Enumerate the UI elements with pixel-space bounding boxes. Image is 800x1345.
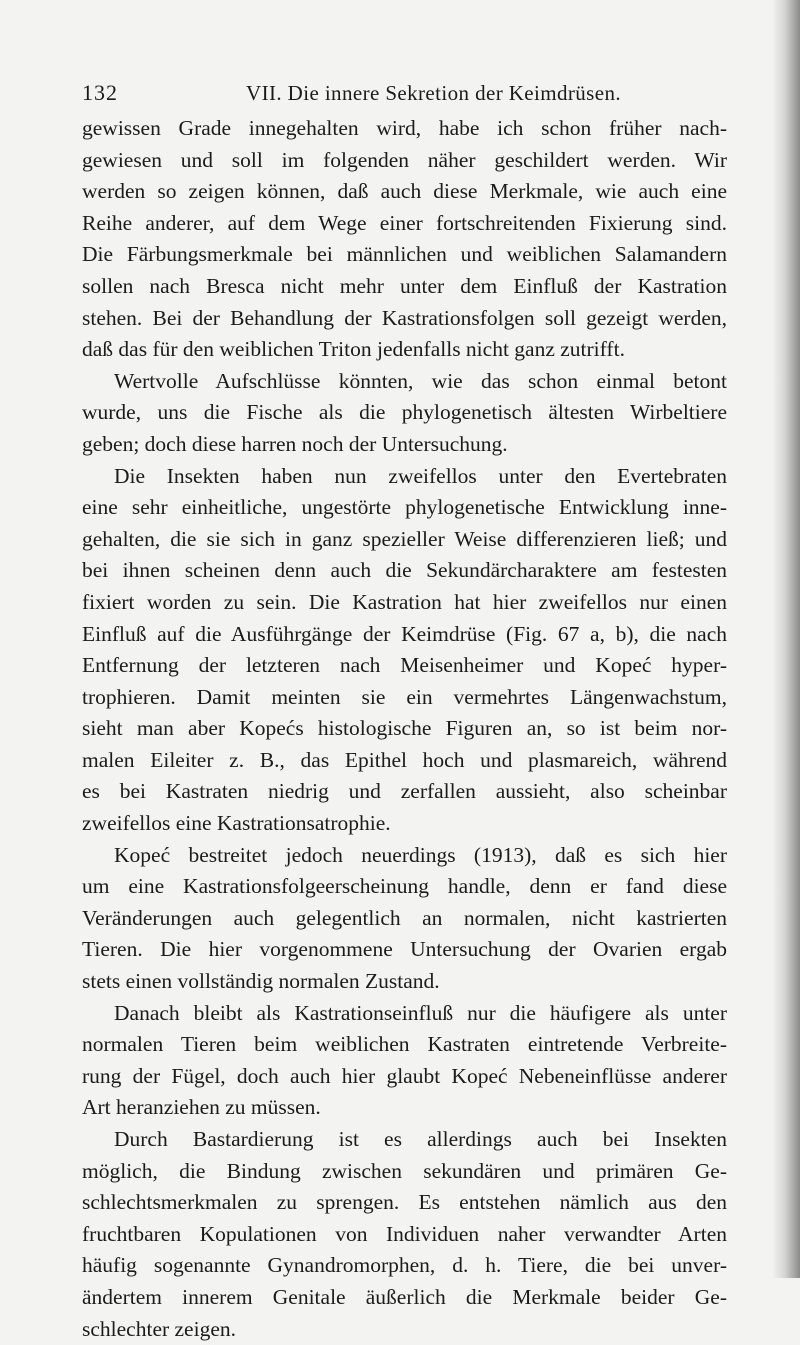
text-line: um eine Kastrationsfolgeerscheinung handle, denn er fand diese	[82, 874, 727, 899]
text-line: malen Eileiter z. B., das Epithel hoch und plasmareich, während	[82, 747, 727, 772]
text-line: ändertem innerem Genitale äußerlich die Merkmale beider Ge-	[82, 1284, 727, 1309]
page-edge-shadow	[772, 0, 800, 1278]
text-line: geben; doch diese harren noch der Untersuchung.	[82, 431, 508, 456]
text-line: Kopeć bestreitet jedoch neuerdings (1913), daß es sich hier	[114, 842, 727, 867]
text-line: Veränderungen auch gelegentlich an normalen, nicht kastrierten	[82, 905, 727, 930]
text-line: bei ihnen scheinen denn auch die Sekundärcharaktere am festesten	[82, 558, 727, 583]
text-line: häufig sogenannte Gynandromorphen, d. h. Tiere, die bei unver-	[82, 1253, 727, 1278]
text-line: Art heranziehen zu müssen.	[82, 1095, 321, 1120]
text-line: rung der Fügel, doch auch hier glaubt Kopeć Nebeneinflüsse anderer	[82, 1063, 727, 1088]
text-line: schlechter zeigen.	[82, 1316, 236, 1341]
page-header	[82, 78, 722, 108]
text-line: schlechtsmerkmalen zu sprengen. Es entstehen nämlich aus den	[82, 1190, 727, 1215]
text-line: Einfluß auf die Ausführgänge der Keimdrüse (Fig. 67 a, b), die nach	[82, 621, 727, 646]
text-line: gewissen Grade innegehalten wird, habe ich schon früher nach-	[82, 116, 727, 140]
text-line: Die Insekten haben nun zweifellos unter den Evertebraten	[114, 463, 727, 488]
text-line: Die Färbungsmerkmale bei männlichen und weiblichen Salamandern	[82, 242, 727, 267]
text-line: sollen nach Bresca nicht mehr unter dem Einfluß der Kastration	[82, 273, 727, 298]
page-number: 132	[82, 80, 118, 105]
text-line: zweifellos eine Kastrationsatrophie.	[82, 811, 391, 836]
running-title: VII. Die innere Sekretion der Keimdrüsen.	[246, 81, 622, 105]
text-line: Danach bleibt als Kastrationseinfluß nur die häufigere als unter	[114, 1000, 727, 1025]
text-line: gehalten, die sie sich in ganz spezieller Weise differenzieren ließ; und	[82, 526, 727, 551]
text-line: werden so zeigen können, daß auch diese Merkmale, wie auch eine	[82, 179, 727, 204]
text-line: gewiesen und soll im folgenden näher geschildert werden. Wir	[82, 147, 727, 172]
body-text	[82, 113, 727, 1345]
text-line: Reihe anderer, auf dem Wege einer fortschreitenden Fixierung sind.	[82, 210, 727, 235]
text-line: fruchtbaren Kopulationen von Individuen naher verwandter Arten	[82, 1221, 727, 1246]
text-line: möglich, die Bindung zwischen sekundären und primären Ge-	[82, 1158, 727, 1183]
text-line: wurde, uns die Fische als die phylogenetisch ältesten Wirbeltiere	[82, 400, 727, 425]
text-line: trophieren. Damit meinten sie ein vermehrtes Längenwachstum,	[82, 684, 727, 709]
text-line: es bei Kastraten niedrig und zerfallen aussieht, also scheinbar	[82, 779, 727, 804]
text-line: daß das für den weiblichen Triton jedenfalls nicht ganz zutrifft.	[82, 337, 625, 362]
text-line: Durch Bastardierung ist es allerdings auch bei Insekten	[114, 1127, 727, 1151]
text-line: eine sehr einheitliche, ungestörte phylogenetische Entwicklung inne-	[82, 495, 727, 520]
text-line: fixiert worden zu sein. Die Kastration hat hier zweifellos nur einen	[82, 589, 727, 614]
text-line: Wertvolle Aufschlüsse könnten, wie das schon einmal betont	[114, 368, 727, 393]
text-line: Entfernung der letzteren nach Meisenheimer und Kopeć hyper-	[82, 653, 727, 678]
text-line: stehen. Bei der Behandlung der Kastrationsfolgen soll gezeigt werden,	[82, 305, 727, 330]
text-line: normalen Tieren beim weiblichen Kastraten eintretende Verbreite-	[82, 1032, 727, 1057]
text-line: sieht man aber Kopećs histologische Figuren an, so ist beim nor-	[82, 716, 727, 741]
text-line: stets einen vollständig normalen Zustand.	[82, 969, 440, 994]
text-line: Tieren. Die hier vorgenommene Untersuchung der Ovarien ergab	[82, 937, 727, 962]
